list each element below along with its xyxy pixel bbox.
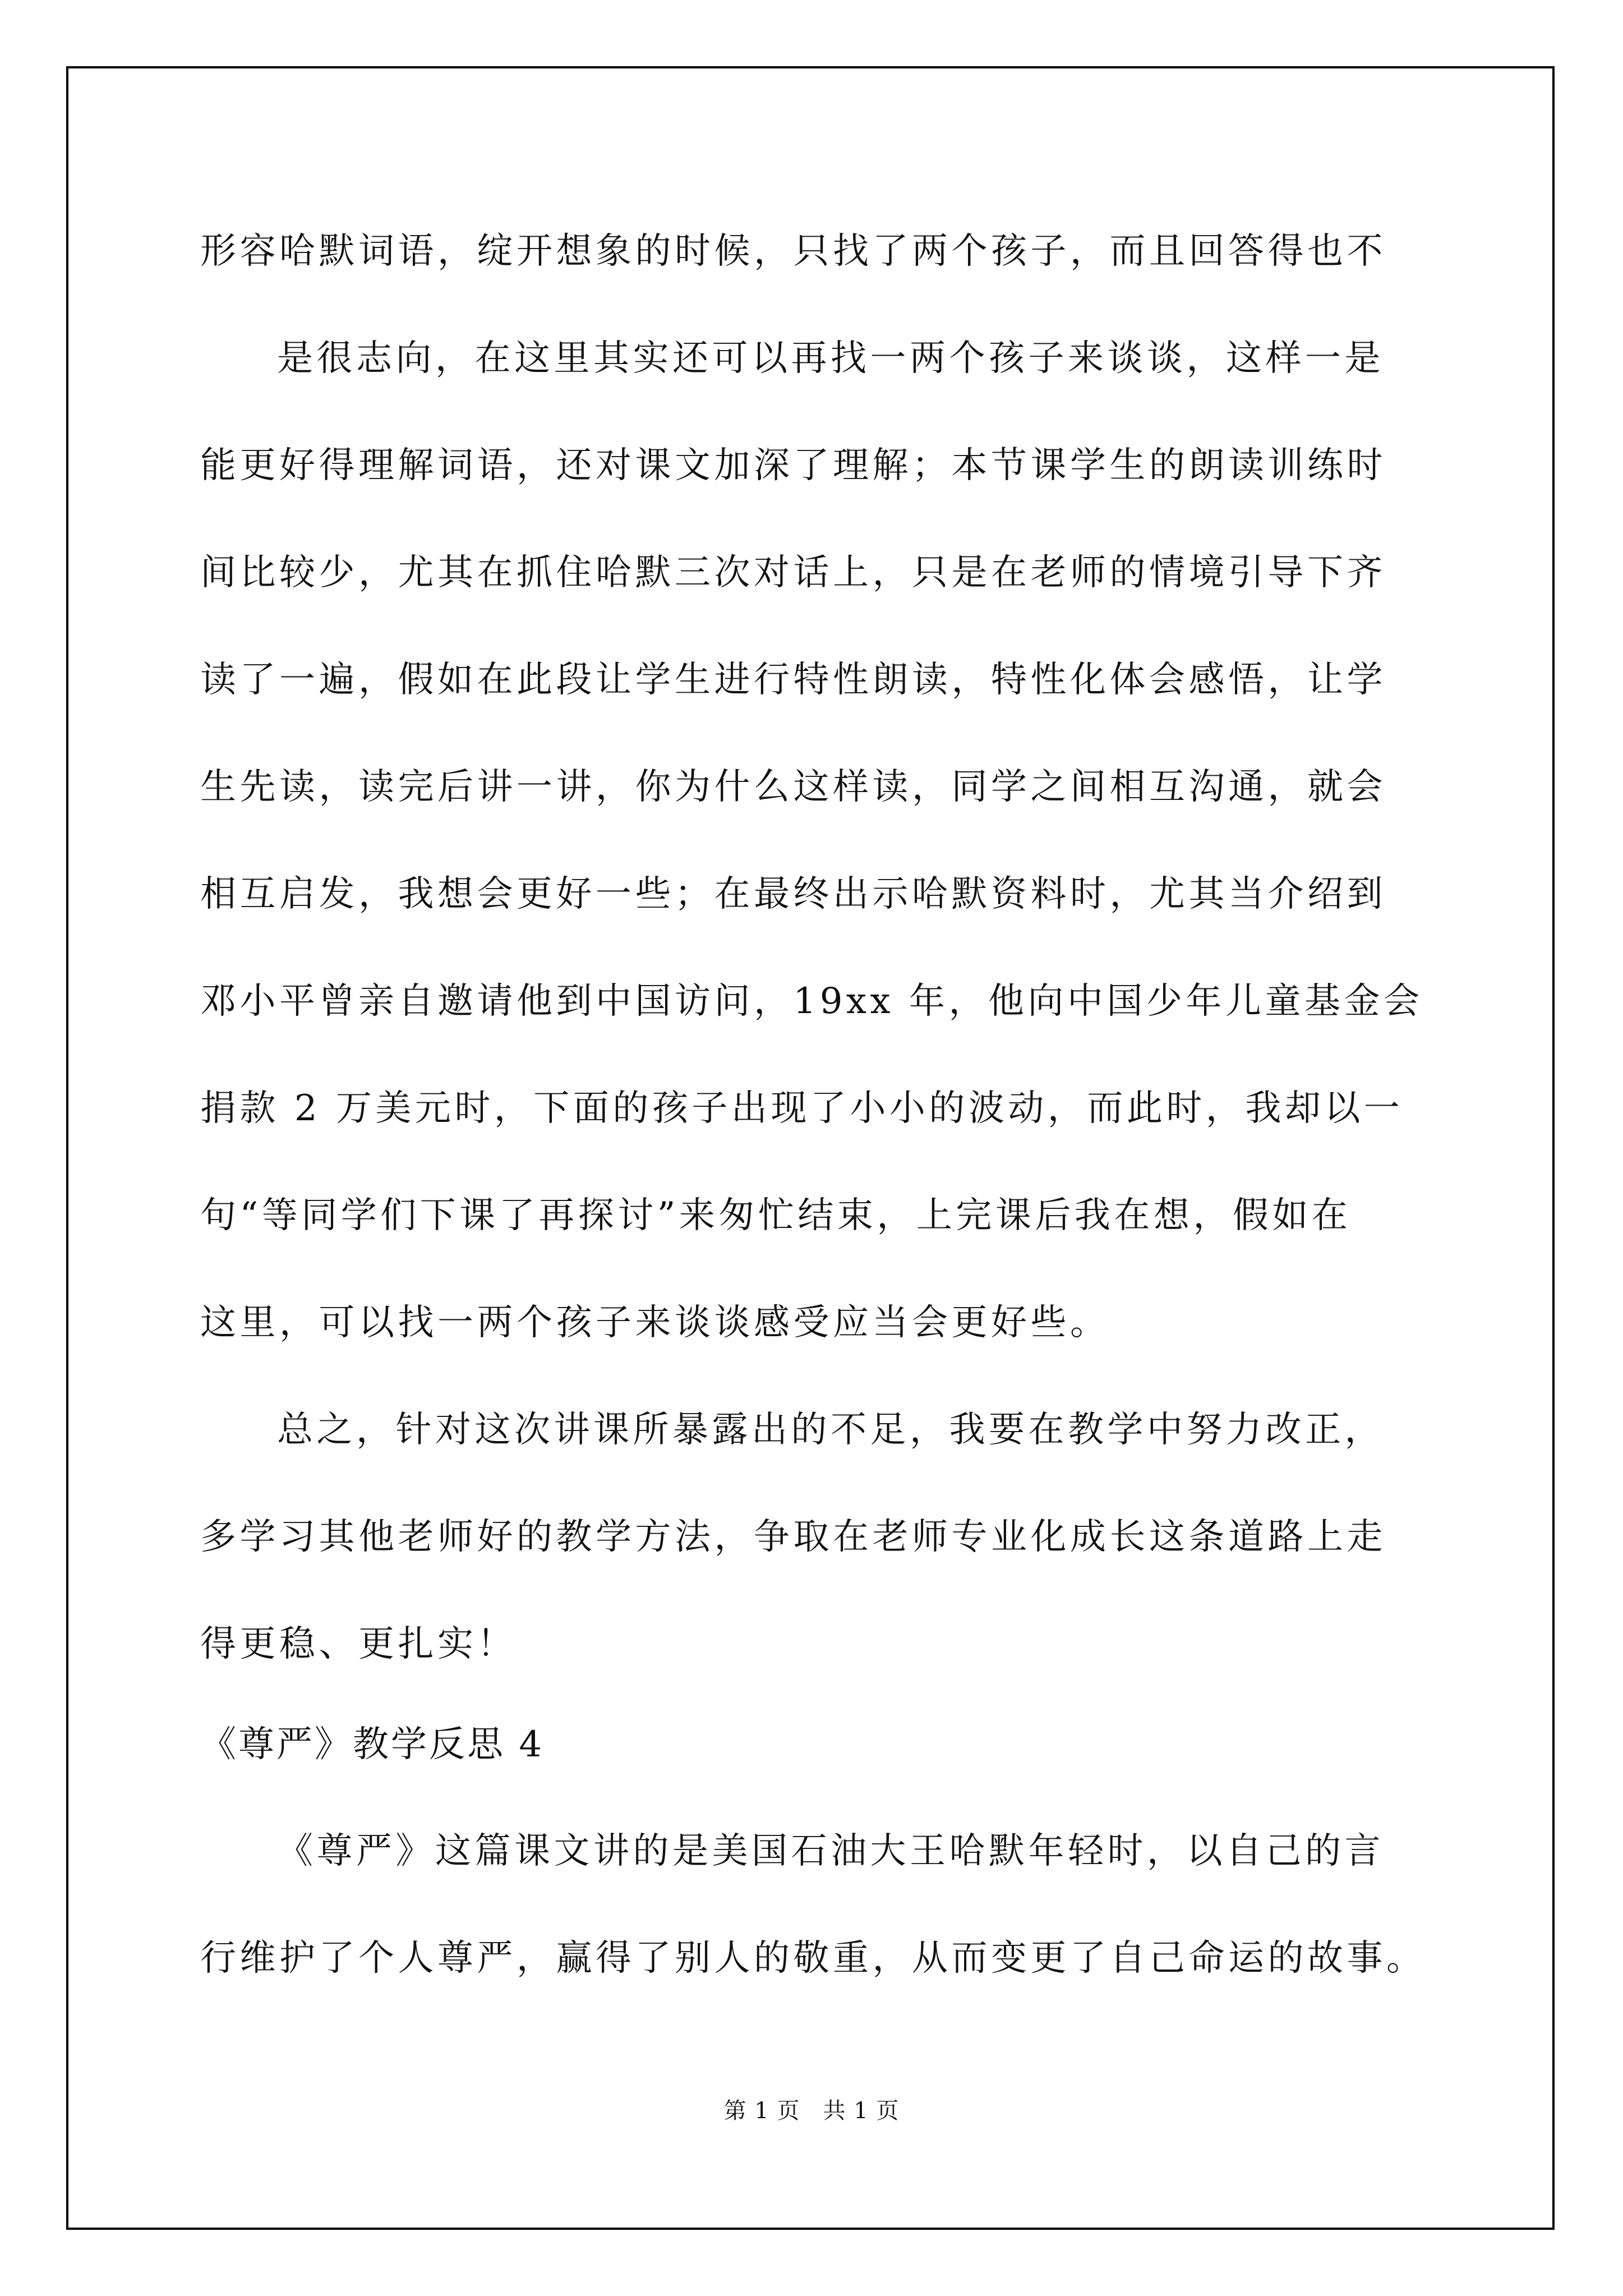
text-line: 得更稳、更扎实！: [200, 1623, 517, 1665]
text-line: 能更好得理解词语，还对课文加深了理解；本节课学生的朗读训练时: [200, 445, 1386, 486]
text-line: 《尊严》这篇课文讲的是美国石油大王哈默年轻时，以自己的言: [277, 1830, 1384, 1872]
text-line: 捐款 2 万美元时，下面的孩子出现了小小的波动，而此时，我却以一: [200, 1088, 1404, 1129]
text-line: 这里，可以找一两个孩子来谈谈感受应当会更好些。: [200, 1302, 1110, 1343]
text-line: 行维护了个人尊严，赢得了别人的敬重，从而变更了自己命运的故事。: [200, 1938, 1426, 1979]
text-line: 邓小平曾亲自邀请他到中国访问，19xx 年，他向中国少年儿童基金会: [200, 981, 1423, 1022]
page-footer: 第 1 页 共 1 页: [723, 2098, 900, 2124]
text-line: 相互启发，我想会更好一些；在最终出示哈默资料时，尤其当介绍到: [200, 873, 1386, 915]
text-line: 读了一遍，假如在此段让学生进行特性朗读，特性化体会感悟，让学: [200, 659, 1386, 701]
text-line: 多学习其他老师好的教学方法，争取在老师专业化成长这条道路上走: [200, 1516, 1386, 1558]
text-line: 形容哈默词语，绽开想象的时候，只找了两个孩子，而且回答得也不: [200, 231, 1386, 272]
text-line: 生先读，读完后讲一讲，你为什么这样读，同学之间相互沟通，就会: [200, 766, 1386, 808]
section-heading: 《尊严》教学反思 4: [200, 1724, 545, 1765]
text-line: 句“等同学们下课了再探讨”来匆忙结束，上完课后我在想，假如在: [200, 1195, 1352, 1236]
text-line: 总之，针对这次讲课所暴露出的不足，我要在教学中努力改正，: [277, 1409, 1384, 1451]
page-border: [66, 66, 1555, 2230]
text-line: 间比较少，尤其在抓住哈默三次对话上，只是在老师的情境引导下齐: [200, 552, 1386, 593]
text-line: 是很志向，在这里其实还可以再找一两个孩子来谈谈，这样一是: [277, 338, 1384, 379]
